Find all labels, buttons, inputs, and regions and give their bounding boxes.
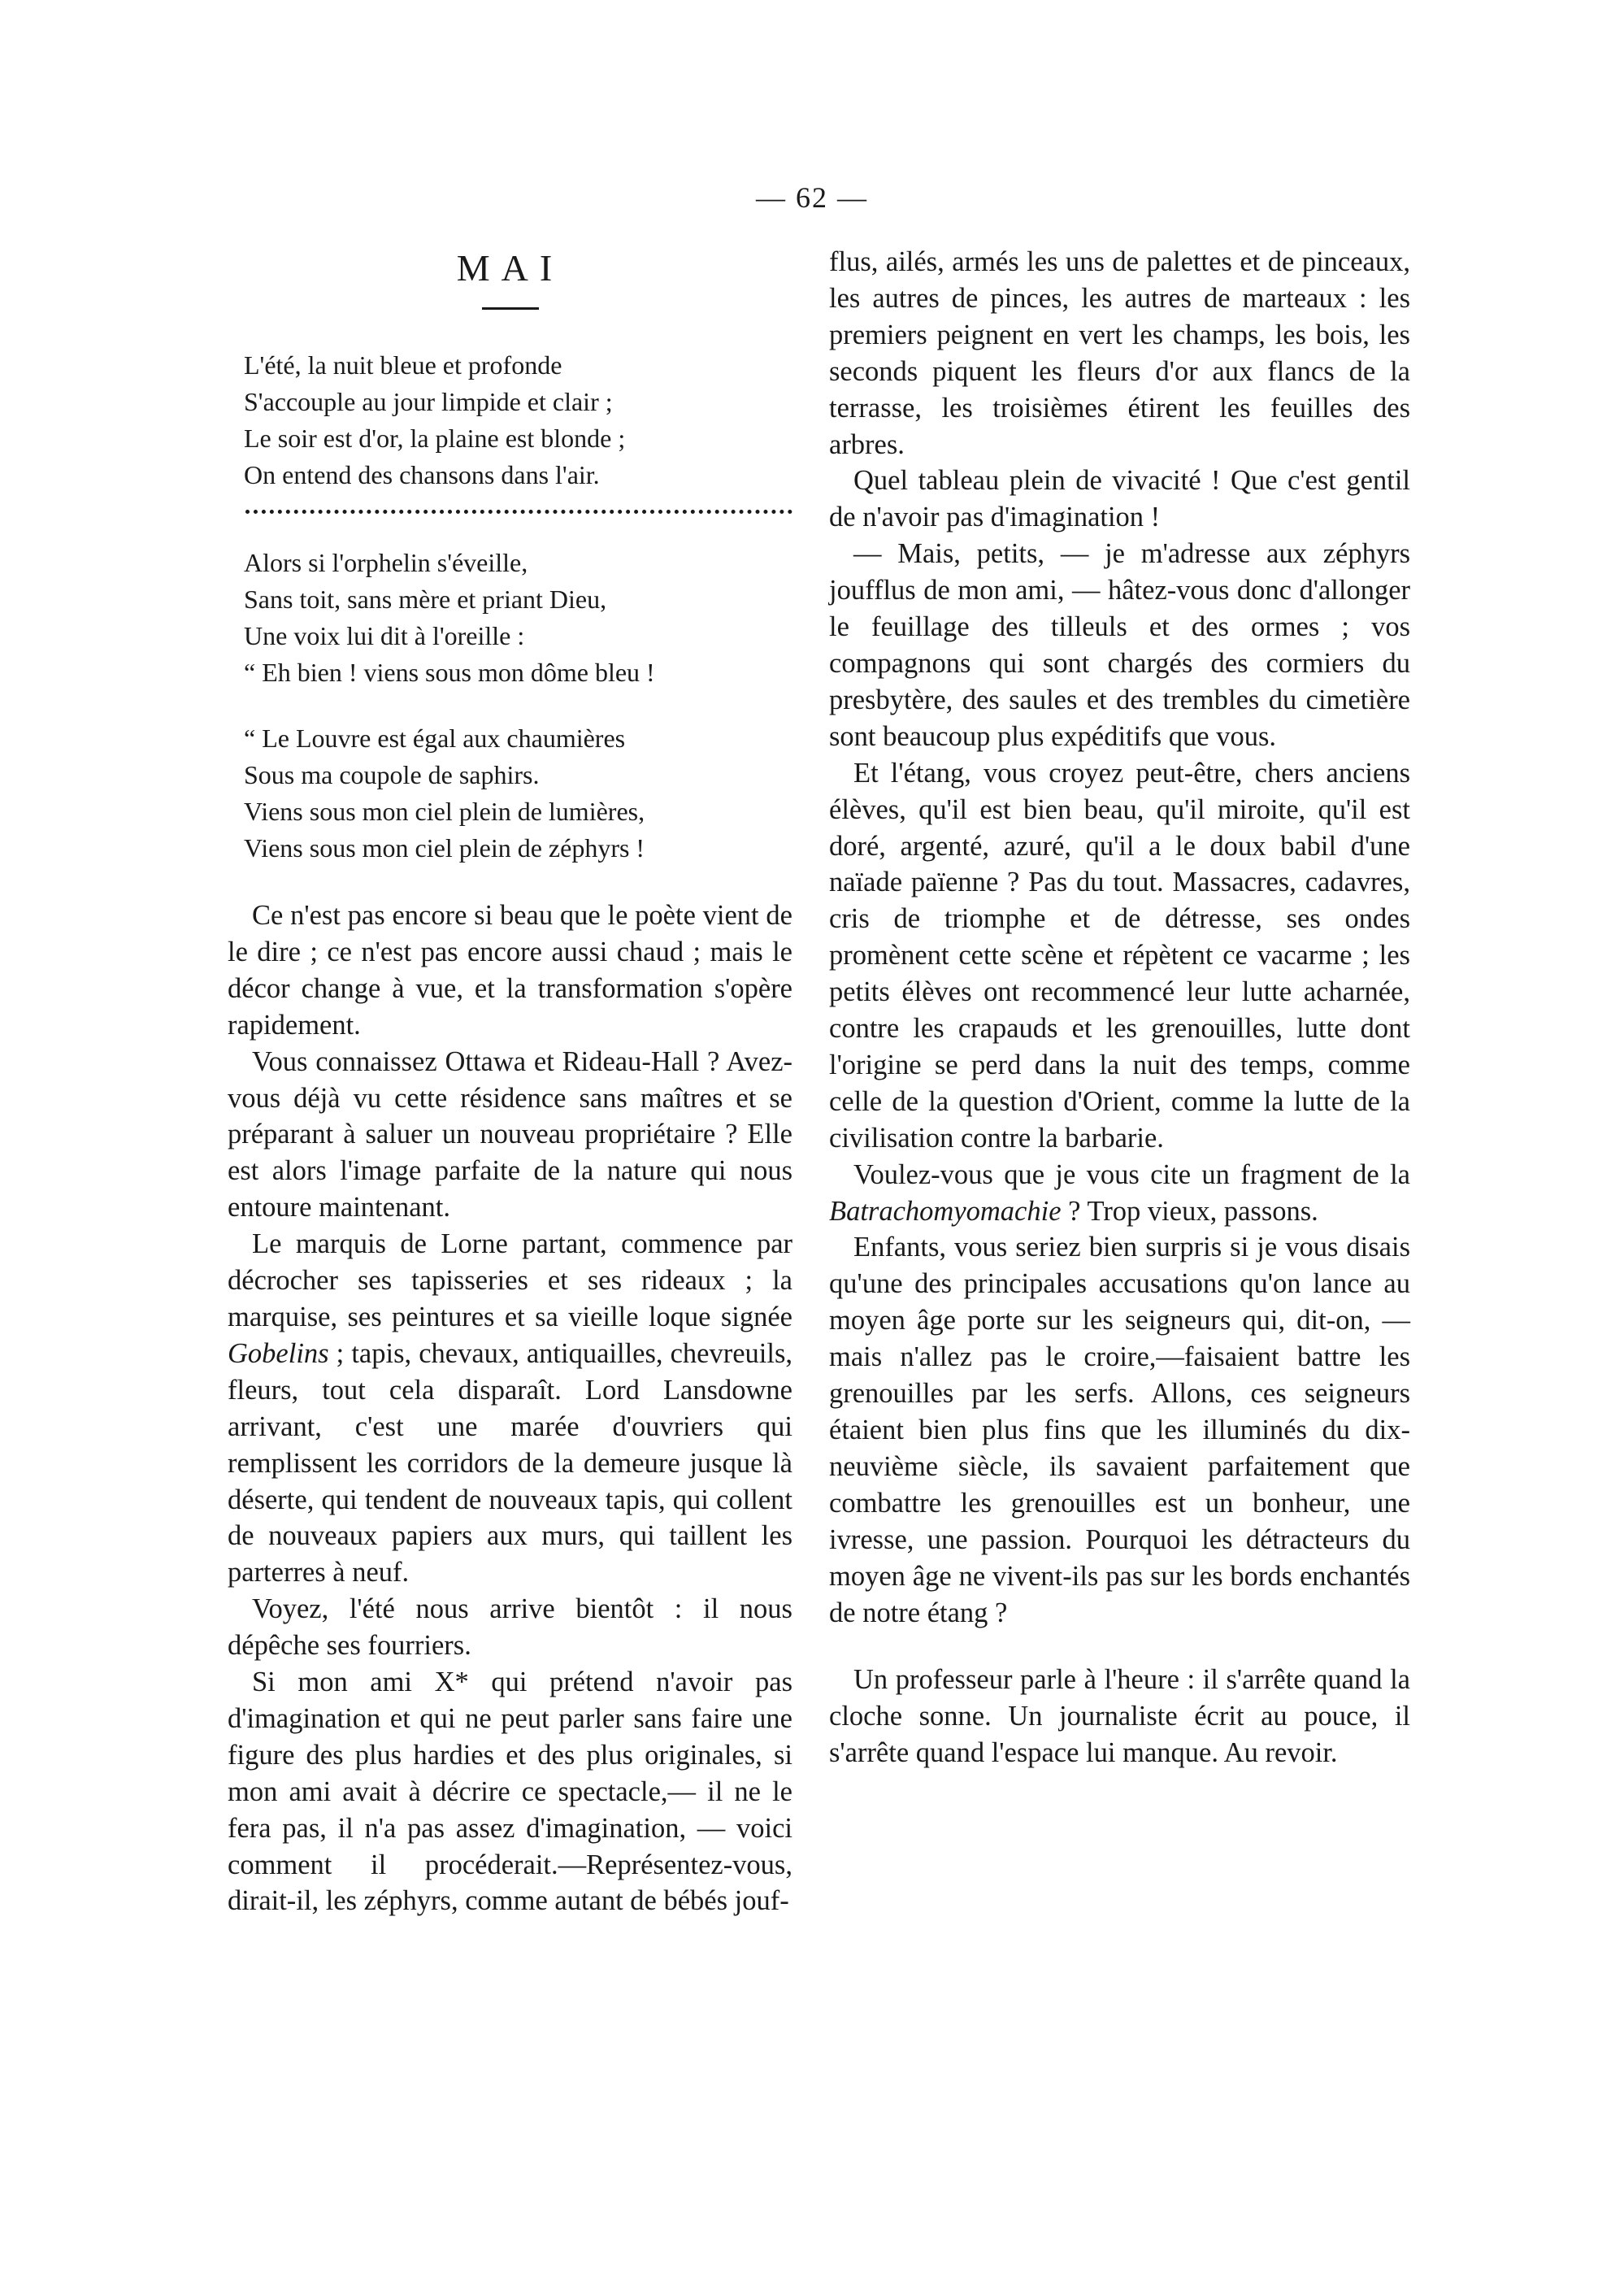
paragraph-continuation: flus, ailés, armés les uns de palettes et de pinceaux, les autres de pinces, les autres de marteaux : les premiers peignent en vert les champs, les bois, les seconds piquent les fleurs d'or aux flancs de la terrasse, les troisièmes étirent les feuilles des arbres. [829,246,1410,460]
verse-line: Une voix lui dit à l'oreille : [244,621,525,650]
poem-stanza-2 [244,545,792,691]
paragraph: Et l'étang, vous croyez peut-être, chers anciens élèves, qu'il est bien beau, qu'il miroite, qu'il est doré, argenté, azuré, qu'il a le doux babil d'une naïade païenne ? Pas du tout. Massacres, cadavres, cris de triomphe et de détresse, ses ondes promènent cette scène et répètent ce vacarme ; les petits élèves ont recommencé leur lutte acharnée, contre les crapauds et les grenouilles, lutte dont l'origine se perd dans la nuit des temps, comme celle de la question d'Orient, comme la lutte de la civilisation contre la barbarie. [829,757,1410,1154]
paragraph: Si mon ami X* qui prétend n'avoir pas d'imagination et qui ne peut parler sans faire une figure des plus hardies et des plus originales, si mon ami avait à décrire ce spectacle,— il ne le fera pas, il n'a pas assez d'imagination, — voici comment il procéderait.—Représentez-vous, dirait-il, les zéphyrs, comme autant de bébés jouf- [228,1667,792,1917]
paragraph: Voyez, l'été nous arrive bientôt : il nous dépêche ses fourriers. [228,1593,792,1662]
verse-line: S'accouple au jour limpide et clair ; [244,387,613,416]
verse-line: L'été, la nuit bleue et profonde [244,350,562,380]
paragraph: Vous connaissez Ottawa et Rideau-Hall ? Avez-vous déjà vu cette résidence sans maîtres et se préparant à saluer un nouveau propriétaire ? Elle est alors l'image parfaite de la nature qui nous entoure maintenant. [228,1045,792,1223]
italic-term: Gobelins [228,1337,329,1369]
paragraph: Ce n'est pas encore si beau que le poète vient de le dire ; ce n'est pas encore aussi chaud ; mais le décor change à vue, et la transformation s'opère rapidement. [228,900,792,1041]
title-rule [482,307,539,310]
text-run: Voulez-vous que je vous cite un fragment de la [853,1158,1410,1190]
paragraph: — Mais, petits, — je m'adresse aux zéphyrs joufflus de mon ami, — hâtez-vous donc d'allonger le feuillage des tilleuls et des ormes ; vos compagnons qui sont chargés des cormiers du presbytère, des saules et des trembles du cimetière sont beaucoup plus expéditifs que vous. [829,538,1410,752]
dotted-separator [245,510,792,514]
paragraph: Enfants, vous seriez bien surpris si je vous disais qu'une des principales accusations qu'on lance au moyen âge porte sur les seigneurs qui, dit-on, — mais n'allez pas le croire,—faisaient battre les grenouilles par les serfs. Allons, ces seigneurs étaient bien plus fins que les illuminés du dix-neuvième siècle, ils savaient parfaitement que combattre les grenouilles est un bonheur, une ivresse, une passion. Pourquoi les détracteurs du moyen âge ne vivent-ils pas sur les bords enchantés de notre étang ? [829,1232,1410,1628]
verse-line: Alors si l'orphelin s'éveille, [244,548,528,577]
verse-line: “ Eh bien ! viens sous mon dôme bleu ! [244,658,655,687]
page-title: MAI [456,247,564,289]
verse-line: Sous ma coupole de saphirs. [244,760,540,789]
right-column [829,244,1410,1771]
text-run: Le marquis de Lorne partant, commence par décrocher ses tapisseries et ses rideaux ; la marquise, ses peintures et sa vieille loque signée [228,1228,792,1332]
verse-line: Viens sous mon ciel plein de zéphyrs ! [244,833,645,863]
verse-line: Le soir est d'or, la plaine est blonde ; [244,424,626,453]
italic-term: Batrachomyomachie [829,1195,1062,1227]
verse-line: Viens sous mon ciel plein de lumières, [244,797,645,826]
verse-line: Sans toit, sans mère et priant Dieu, [244,585,607,614]
right-prose [829,244,1410,1771]
text-run: ? Trop vieux, passons. [1061,1195,1318,1227]
poem-stanza-1 [244,347,792,493]
paragraph-closing: Un professeur parle à l'heure : il s'arrête quand la cloche sonne. Un journaliste écrit au pouce, il s'arrête quand l'espace lui manque. Au revoir. [829,1664,1410,1769]
verse-line: On entend des chansons dans l'air. [244,460,600,489]
verse-line: “ Le Louvre est égal aux chaumières [244,724,626,753]
left-column [228,244,792,1919]
paragraph-marquis [228,1226,792,1591]
paragraph: Quel tableau plein de vivacité ! Que c'est gentil de n'avoir pas d'imagination ! [829,465,1410,533]
poem-stanza-3 [244,720,792,867]
left-prose [228,897,792,1919]
paragraph-batrachomyomachie [829,1157,1410,1230]
page-number: — 62 — [756,181,868,214]
text-run: ; tapis, chevaux, antiquailles, chevreuils, fleurs, tout cela disparaît. Lord Lansdowne arrivant, c'est une marée d'ouvriers qui remplissent les corridors de la demeure jusque là déserte, qui tendent de nouveaux tapis, qui collent de nouveaux papiers aux murs, qui taillent les parterres à neuf. [228,1337,792,1588]
